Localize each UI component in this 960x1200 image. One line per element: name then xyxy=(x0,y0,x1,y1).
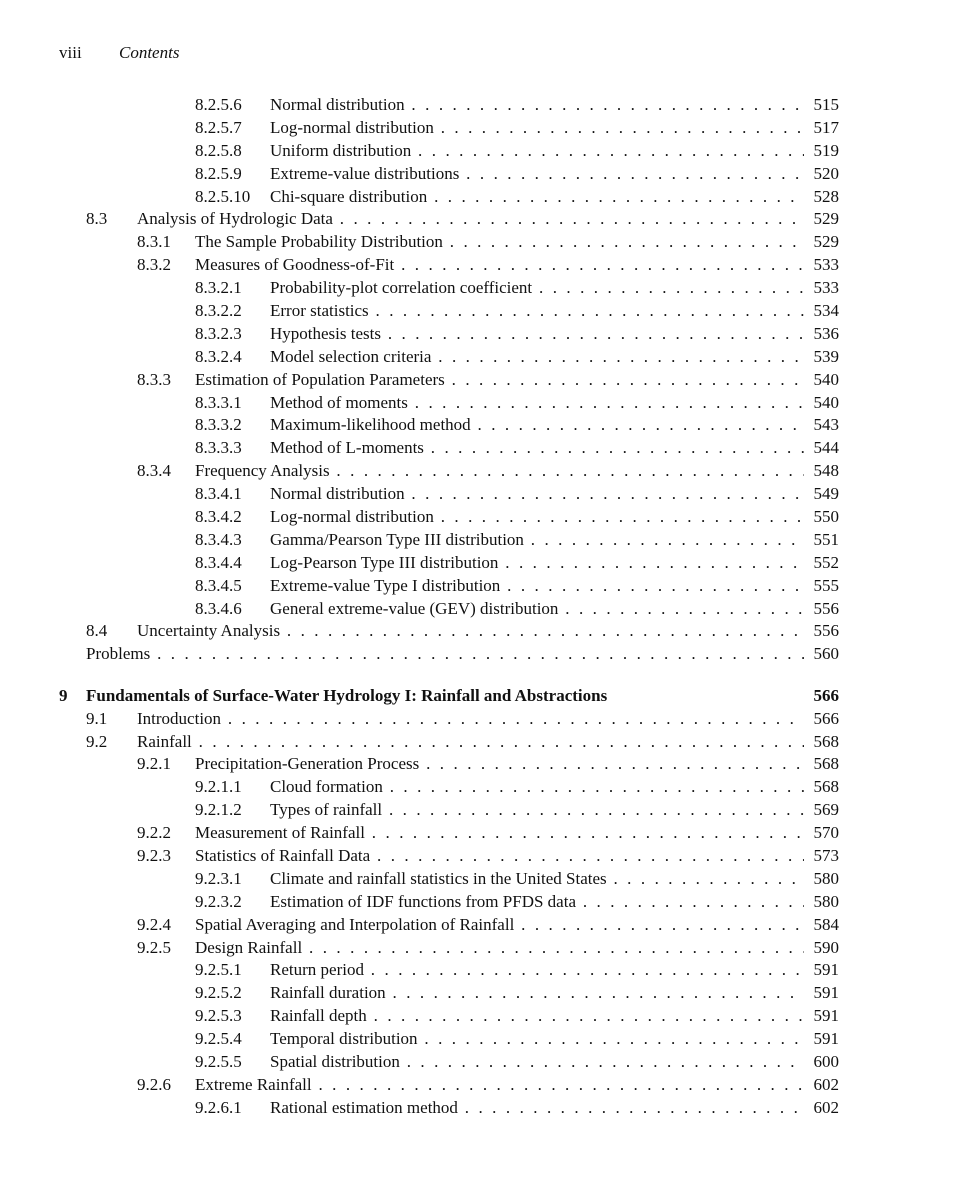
toc-entry[interactable] xyxy=(0,254,960,277)
toc-entry-number: 9.2.1.2 xyxy=(195,800,242,820)
toc-entry-title: Design Rainfall . . . xyxy=(195,937,804,960)
toc-entry-number: 8.3.3.2 xyxy=(195,415,242,435)
toc-entry[interactable] xyxy=(0,208,960,231)
toc-entry-title: Spatial distribution . . . xyxy=(270,1051,804,1074)
toc-entry[interactable] xyxy=(0,959,960,982)
toc-entry-number: 8.3.4.4 xyxy=(195,552,242,572)
toc-entry-title: Precipitation-Generation Process . . . xyxy=(195,753,804,776)
toc-entry-number: 9.2.3.1 xyxy=(195,868,242,888)
toc-entry[interactable] xyxy=(0,1051,960,1074)
toc-entry[interactable] xyxy=(0,620,960,643)
toc-entry-page: 591 xyxy=(813,1006,839,1026)
toc-entry[interactable] xyxy=(0,598,960,621)
toc-entry-page: 568 xyxy=(813,777,839,797)
toc-entry-title: Hypothesis tests . . . xyxy=(270,323,804,346)
toc-entry-title: Temporal distribution . . . xyxy=(270,1028,804,1051)
toc-entry-page: 580 xyxy=(813,891,839,911)
toc-entry[interactable] xyxy=(0,552,960,575)
toc-entry[interactable] xyxy=(0,799,960,822)
toc-entry-page: 517 xyxy=(813,117,839,137)
toc-entry[interactable] xyxy=(0,1005,960,1028)
toc-entry-title: Log-Pearson Type III distribution . . . xyxy=(270,552,804,575)
toc-entry-page: 528 xyxy=(813,186,839,206)
toc-entry[interactable] xyxy=(0,1074,960,1097)
toc-entry-number: 9.2.5.5 xyxy=(195,1052,242,1072)
toc-entry-page: 549 xyxy=(813,484,839,504)
toc-entry-title: Extreme-value Type I distribution . . . xyxy=(270,575,804,598)
toc-entry-page: 520 xyxy=(813,163,839,183)
toc-entry[interactable] xyxy=(0,323,960,346)
toc-entry-number: 9.2.6 xyxy=(137,1074,171,1094)
toc-entry-title: Types of rainfall . . . xyxy=(270,799,804,822)
toc-entry[interactable] xyxy=(0,140,960,163)
toc-entry-page: 550 xyxy=(813,507,839,527)
toc-entry-number: 9.2.5.3 xyxy=(195,1006,242,1026)
table-of-contents xyxy=(0,94,960,1120)
toc-entry-title: Cloud formation . . . xyxy=(270,776,804,799)
toc-entry-page: 552 xyxy=(813,552,839,572)
toc-entry-title: Model selection criteria . . . xyxy=(270,346,804,369)
toc-entry-title: Method of moments . . . xyxy=(270,392,804,415)
toc-entry-number: 8.2.5.8 xyxy=(195,140,242,160)
toc-entry-title: Spatial Averaging and Interpolation of Rainfall . . . xyxy=(195,914,804,937)
toc-entry-page: 529 xyxy=(813,232,839,252)
toc-entry[interactable] xyxy=(0,753,960,776)
toc-entry-page: 568 xyxy=(813,731,839,751)
toc-entry-number: 8.3.4.3 xyxy=(195,529,242,549)
toc-entry[interactable] xyxy=(0,529,960,552)
toc-entry-number: 9.2.3 xyxy=(137,846,171,865)
toc-entry-page: 539 xyxy=(813,346,839,366)
toc-entry-title: Extreme Rainfall . . . xyxy=(195,1074,804,1097)
toc-entry-number: 8.2.5.9 xyxy=(195,163,242,183)
toc-entry-title: General extreme-value (GEV) distribution . . . xyxy=(270,598,804,621)
toc-entry[interactable] xyxy=(0,822,960,845)
toc-entry-title: Measures of Goodness-of-Fit . . . xyxy=(195,254,804,277)
page-header xyxy=(59,42,179,64)
toc-entry-number: 9.2.2 xyxy=(137,823,171,843)
toc-entry-page: 573 xyxy=(813,846,839,865)
toc-entry-number: 9.2.5 xyxy=(137,937,171,957)
toc-entry-page: 566 xyxy=(813,685,839,705)
toc-entry-number: 8.3.4.2 xyxy=(195,507,242,527)
toc-entry-page: 591 xyxy=(813,1029,839,1049)
toc-entry-title: Method of L-moments . . . xyxy=(270,437,804,460)
toc-entry-title: Normal distribution . . . xyxy=(270,483,804,506)
toc-entry-title: Gamma/Pearson Type III distribution . . . xyxy=(270,529,804,552)
toc-entry[interactable] xyxy=(0,776,960,799)
toc-entry-number: 9.1 xyxy=(86,708,108,728)
toc-entry-page: 551 xyxy=(813,529,839,549)
toc-entry-page: 540 xyxy=(813,392,839,412)
toc-entry-number: 8.3.4.1 xyxy=(195,484,242,504)
toc-entry-number: 8.3.3.1 xyxy=(195,392,242,412)
toc-entry[interactable] xyxy=(0,94,960,117)
toc-entry-title: Rainfall duration . . . xyxy=(270,982,804,1005)
toc-entry[interactable] xyxy=(0,1028,960,1051)
toc-entry[interactable] xyxy=(0,1097,960,1120)
toc-entry-title: Estimation of Population Parameters . . . xyxy=(195,369,804,392)
toc-entry-title: Extreme-value distributions . . . xyxy=(270,163,804,186)
running-title: Contents xyxy=(119,43,180,62)
toc-entry-number: 9.2.1 xyxy=(137,754,171,774)
page-number: viii xyxy=(59,43,82,62)
toc-entry-number: 9 xyxy=(59,685,68,705)
toc-entry-title: Log-normal distribution . . . xyxy=(270,117,804,140)
toc-entry-title: Probability-plot correlation coefficient . . . xyxy=(270,277,804,300)
toc-entry-title: Rational estimation method . . . xyxy=(270,1097,804,1120)
toc-entry-title: Rainfall depth . . . xyxy=(270,1005,804,1028)
toc-entry[interactable] xyxy=(0,914,960,937)
toc-entry-title: Measurement of Rainfall . . . xyxy=(195,822,804,845)
toc-entry-title: Log-normal distribution . . . xyxy=(270,506,804,529)
toc-entry-page: 556 xyxy=(813,621,839,641)
toc-entry[interactable] xyxy=(0,937,960,960)
toc-entry-page: 570 xyxy=(813,823,839,843)
toc-entry-number: 8.3.4.6 xyxy=(195,598,242,618)
toc-entry-title: Estimation of IDF functions from PFDS data . . . xyxy=(270,891,804,914)
toc-entry-page: 533 xyxy=(813,255,839,275)
toc-entry-title: Frequency Analysis . . . xyxy=(195,460,804,483)
toc-entry-title: Fundamentals of Surface-Water Hydrology I: Rainfall and Abstractions xyxy=(86,685,608,705)
toc-entry[interactable] xyxy=(0,575,960,598)
toc-entry-title: Uniform distribution . . . xyxy=(270,140,804,163)
toc-entry-number: 8.3.3.3 xyxy=(195,438,242,458)
toc-entry-page: 602 xyxy=(813,1074,839,1094)
toc-entry-title: Rainfall . . . xyxy=(137,731,804,754)
toc-entry-title: Normal distribution . . . xyxy=(270,94,804,117)
toc-entry-number: 9.2.5.2 xyxy=(195,983,242,1003)
toc-entry-page: 555 xyxy=(813,575,839,595)
toc-entry[interactable] xyxy=(0,708,960,731)
toc-entry-number: 8.3.1 xyxy=(137,232,171,252)
toc-entry-page: 590 xyxy=(813,937,839,957)
toc-entry-number: 8.3.2.3 xyxy=(195,323,242,343)
toc-entry-page: 569 xyxy=(813,800,839,820)
toc-entry-number: 8.3.2.1 xyxy=(195,278,242,298)
toc-entry[interactable] xyxy=(0,845,960,868)
toc-entry[interactable] xyxy=(0,506,960,529)
toc-entry-number: 8.3.2.2 xyxy=(195,301,242,321)
toc-entry-page: 515 xyxy=(813,95,839,114)
toc-entry-title: Introduction . . . xyxy=(137,708,804,731)
toc-entry-page: 591 xyxy=(813,983,839,1003)
toc-entry[interactable] xyxy=(0,731,960,754)
toc-entry-title: Maximum-likelihood method . . . xyxy=(270,414,804,437)
toc-entry-page: 536 xyxy=(813,323,839,343)
toc-entry[interactable] xyxy=(0,643,960,666)
toc-entry[interactable] xyxy=(0,414,960,437)
toc-entry[interactable] xyxy=(0,300,960,323)
toc-entry-page: 556 xyxy=(813,598,839,618)
toc-entry-number: 8.3.2 xyxy=(137,255,171,275)
toc-entry[interactable] xyxy=(0,186,960,209)
toc-entry-page: 543 xyxy=(813,415,839,435)
toc-entry-title: The Sample Probability Distribution . . . xyxy=(195,231,804,254)
toc-entry[interactable] xyxy=(0,868,960,891)
toc-entry[interactable] xyxy=(0,891,960,914)
toc-entry-title: Climate and rainfall statistics in the United States . . . xyxy=(270,868,804,891)
toc-entry-page: 602 xyxy=(813,1097,839,1117)
toc-entry-number: 9.2.6.1 xyxy=(195,1097,242,1117)
toc-entry-page: 566 xyxy=(813,708,839,728)
toc-entry[interactable] xyxy=(0,460,960,483)
toc-entry-number: 8.2.5.10 xyxy=(195,186,251,206)
toc-entry-title: Uncertainty Analysis . . . xyxy=(137,620,804,643)
toc-entry-number: 8.2.5.6 xyxy=(195,95,242,114)
toc-entry-number: 9.2.5.1 xyxy=(195,960,242,980)
toc-entry-number: 9.2.5.4 xyxy=(195,1029,242,1049)
toc-entry-number: 8.3 xyxy=(86,209,108,229)
toc-entry[interactable] xyxy=(0,277,960,300)
toc-entry[interactable] xyxy=(0,369,960,392)
toc-entry-title: Chi-square distribution . . . xyxy=(270,186,804,209)
toc-entry-page: 548 xyxy=(813,461,839,481)
toc-entry-page: 580 xyxy=(813,868,839,888)
toc-entry-title: Return period . . . xyxy=(270,959,804,982)
toc-entry-page: 540 xyxy=(813,369,839,389)
toc-entry-number: 8.2.5.7 xyxy=(195,117,242,137)
toc-entry-number: 8.4 xyxy=(86,621,108,641)
toc-entry[interactable] xyxy=(0,231,960,254)
toc-entry-page: 544 xyxy=(813,438,839,458)
toc-entry-title: Error statistics . . . xyxy=(270,300,804,323)
toc-entry-number: 9.2 xyxy=(86,731,108,751)
toc-entry-number: 8.3.4 xyxy=(137,461,171,481)
toc-entry-title: Problems . . . xyxy=(86,643,804,666)
toc-entry-title: Statistics of Rainfall Data . . . xyxy=(195,845,804,868)
toc-entry[interactable] xyxy=(0,346,960,369)
toc-entry-page: 584 xyxy=(813,914,839,934)
toc-entry-page: 534 xyxy=(813,301,839,321)
toc-entry-page: 529 xyxy=(813,209,839,229)
toc-entry-number: 9.2.1.1 xyxy=(195,777,242,797)
toc-entry-number: 8.3.3 xyxy=(137,369,171,389)
toc-entry-page: 519 xyxy=(813,140,839,160)
toc-entry-number: 9.2.4 xyxy=(137,914,171,934)
toc-entry[interactable] xyxy=(0,392,960,415)
toc-entry[interactable] xyxy=(0,163,960,186)
toc-entry[interactable] xyxy=(0,982,960,1005)
toc-entry-page: 568 xyxy=(813,754,839,774)
toc-entry-page: 560 xyxy=(813,644,839,664)
toc-entry-number: 8.3.2.4 xyxy=(195,346,242,366)
toc-entry-page: 600 xyxy=(813,1052,839,1072)
toc-entry-title: Analysis of Hydrologic Data . . . xyxy=(137,208,804,231)
toc-entry-page: 591 xyxy=(813,960,839,980)
toc-entry[interactable] xyxy=(0,483,960,506)
toc-chapter-entry[interactable] xyxy=(0,685,960,708)
toc-entry[interactable] xyxy=(0,437,960,460)
toc-entry-number: 8.3.4.5 xyxy=(195,575,242,595)
toc-entry-page: 533 xyxy=(813,278,839,298)
toc-entry-number: 9.2.3.2 xyxy=(195,891,242,911)
toc-entry[interactable] xyxy=(0,117,960,140)
